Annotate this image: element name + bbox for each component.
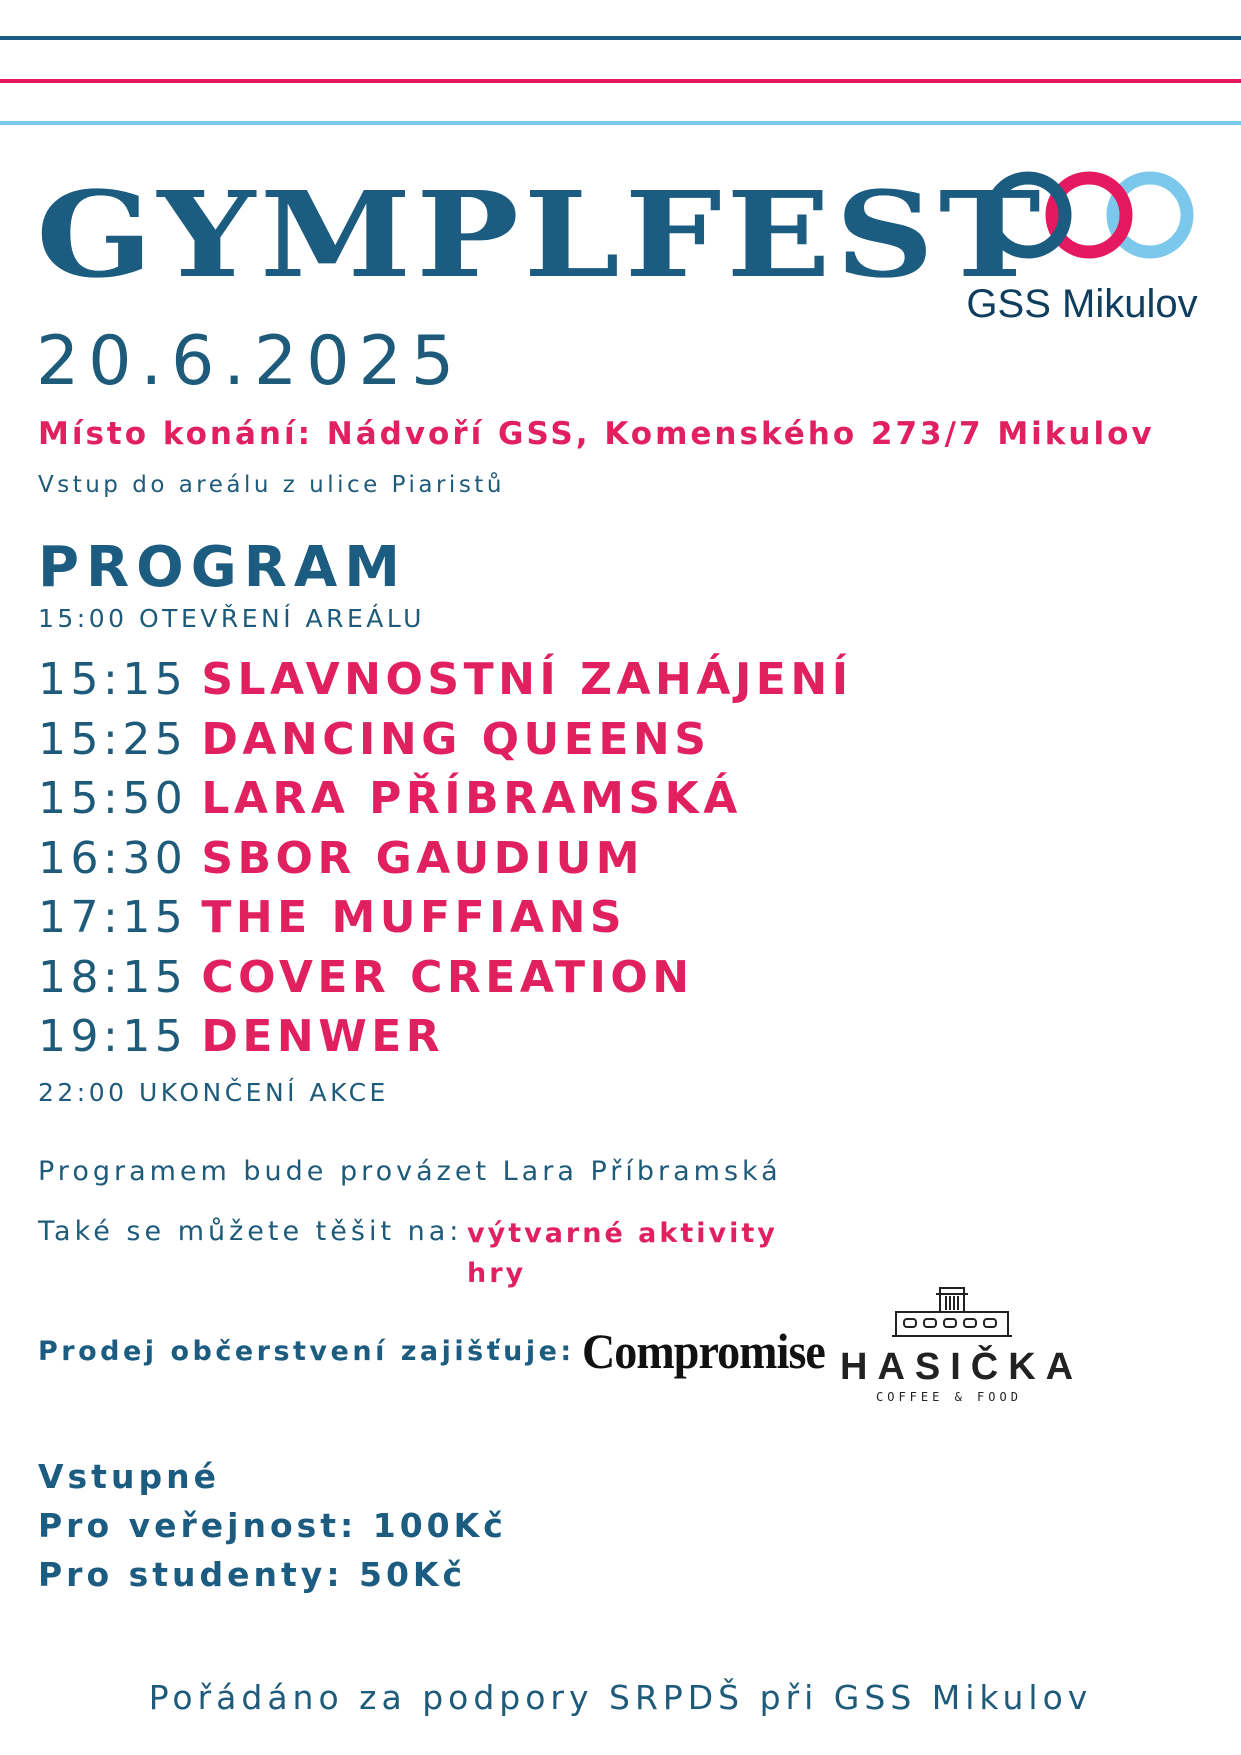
also-item: výtvarné aktivity [467,1218,778,1249]
host-note: Programem bude provázet Lara Příbramská [38,1156,782,1187]
fee-public: Pro veřejnost: 100Kč [38,1506,507,1545]
program-act [38,831,853,891]
hasicka-logo [838,1286,1084,1406]
program-act [38,890,853,950]
act-time: 15:25 [38,713,188,765]
entrance-note: Vstup do areálu z ulice Piaristů [38,472,505,498]
act-time: 17:15 [38,892,188,943]
venue-label: Místo konání: Nádvoří GSS, Komenského 273/7 Mikulov [38,416,1155,452]
program-opening: 15:00 OTEVŘENÍ AREÁLU [38,604,425,633]
gss-mikulov-logo [952,168,1212,338]
also-item: hry [467,1258,527,1289]
footer-note: Pořádáno za podpory SRPDŠ při GSS Mikulov [148,1678,1093,1717]
act-time: 18:15 [38,951,188,1003]
rings-logo-icon [966,168,1202,274]
also-label: Také se můžete těšit na: [38,1216,463,1247]
program-act [38,1009,853,1069]
compromise-logo: Compromise [582,1323,825,1379]
act-name: DENWER [201,1011,445,1062]
act-time: 15:50 [38,773,188,824]
program-act [38,712,853,772]
act-time: 19:15 [38,1011,188,1062]
admission-fees [38,1452,507,1599]
logo-text: GSS Mikulov [966,282,1198,326]
act-name: LARA PŘÍBRAMSKÁ [201,773,742,824]
act-time: 15:15 [38,654,188,705]
fee-students: Pro studenty: 50Kč [38,1555,467,1594]
hasicka-name: HASIČKA [840,1346,1084,1388]
top-stripe-blue [0,121,1241,125]
top-stripe-navy [0,36,1241,40]
also-list [467,1214,778,1294]
hasicka-subtitle: COFFEE & FOOD [876,1390,1022,1404]
fire-station-icon [892,1286,1012,1348]
fees-heading: Vstupné [38,1457,220,1496]
program-closing: 22:00 UKONČENÍ AKCE [38,1078,389,1107]
program-act [38,652,853,712]
act-time: 16:30 [38,832,188,884]
act-name: DANCING QUEENS [201,713,711,765]
event-date: 20.6.2025 [36,322,464,401]
top-stripe-pink [0,79,1241,83]
program-act [38,950,853,1010]
act-name: SBOR GAUDIUM [201,832,645,884]
act-name: SLAVNOSTNÍ ZAHÁJENÍ [201,654,853,705]
program-acts-list [38,652,853,1069]
act-name: COVER CREATION [201,951,694,1003]
refreshments-label: Prodej občerstvení zajišťuje: [38,1336,575,1367]
event-title: GYMPLFEST [36,165,1046,304]
act-name: THE MUFFIANS [201,892,627,943]
program-act [38,771,853,831]
program-heading: PROGRAM [38,535,407,600]
